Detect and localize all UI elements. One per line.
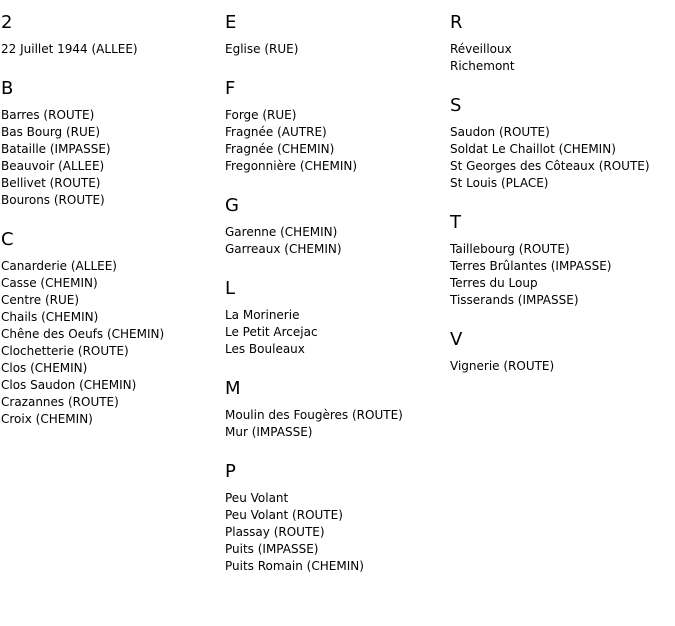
street-entry: St Louis (PLACE) <box>450 176 549 190</box>
letter-group <box>450 94 672 192</box>
letter-heading: 2 <box>1 12 13 33</box>
letter-heading: B <box>1 78 14 99</box>
street-entry: Centre (RUE) <box>1 293 80 307</box>
street-entry: Richemont <box>450 59 515 73</box>
street-entry: Puits Romain (CHEMIN) <box>225 559 364 573</box>
letter-heading: P <box>225 461 236 482</box>
letter-heading: M <box>225 378 241 399</box>
street-entry: Tisserands (IMPASSE) <box>450 293 579 307</box>
street-entry: Fragnée (CHEMIN) <box>225 142 335 156</box>
letter-heading: R <box>450 12 463 33</box>
letter-heading: T <box>450 212 461 233</box>
street-entry: Bas Bourg (RUE) <box>1 125 101 139</box>
letter-group <box>225 194 447 258</box>
index-column <box>450 11 672 394</box>
letter-group <box>225 77 447 175</box>
letter-heading: C <box>1 229 14 250</box>
letter-group <box>450 328 672 375</box>
street-entry: Forge (RUE) <box>225 108 297 122</box>
letter-group <box>225 460 447 575</box>
street-entry: Saudon (ROUTE) <box>450 125 550 139</box>
street-entry: Casse (CHEMIN) <box>1 276 98 290</box>
street-entry: Soldat Le Chaillot (CHEMIN) <box>450 142 616 156</box>
street-entry: Peu Volant <box>225 491 289 505</box>
letter-group <box>225 11 447 58</box>
letter-heading: L <box>225 278 236 299</box>
street-entry: Clos Saudon (CHEMIN) <box>1 378 137 392</box>
street-entry: Croix (CHEMIN) <box>1 412 93 426</box>
letter-heading: G <box>225 195 239 216</box>
street-entry: Crazannes (ROUTE) <box>1 395 119 409</box>
street-entry: St Georges des Côteaux (ROUTE) <box>450 159 650 173</box>
street-entry: Barres (ROUTE) <box>1 108 95 122</box>
street-entry: Mur (IMPASSE) <box>225 425 313 439</box>
street-entry: Chêne des Oeufs (CHEMIN) <box>1 327 165 341</box>
street-entry: Bourons (ROUTE) <box>1 193 105 207</box>
street-entry: Taillebourg (ROUTE) <box>450 242 570 256</box>
street-entry: Bataille (IMPASSE) <box>1 142 111 156</box>
street-entry: Réveilloux <box>450 42 512 56</box>
index-column <box>1 11 223 447</box>
letter-group <box>1 228 223 428</box>
street-entry: 22 Juillet 1944 (ALLEE) <box>1 42 138 56</box>
street-entry: Fragnée (AUTRE) <box>225 125 327 139</box>
letter-heading: E <box>225 12 237 33</box>
street-entry: Chails (CHEMIN) <box>1 310 99 324</box>
street-entry: Fregonnière (CHEMIN) <box>225 159 358 173</box>
street-entry: Le Petit Arcejac <box>225 325 318 339</box>
street-entry: Canarderie (ALLEE) <box>1 259 117 273</box>
street-entry: Vignerie (ROUTE) <box>450 359 555 373</box>
letter-heading: V <box>450 329 463 350</box>
letter-group <box>450 11 672 75</box>
street-entry: Eglise (RUE) <box>225 42 299 56</box>
street-entry: Les Bouleaux <box>225 342 305 356</box>
letter-group <box>225 377 447 441</box>
street-entry: Peu Volant (ROUTE) <box>225 508 343 522</box>
street-entry: La Morinerie <box>225 308 300 322</box>
index-column <box>225 11 447 594</box>
street-entry: Puits (IMPASSE) <box>225 542 319 556</box>
street-entry: Terres du Loup <box>450 276 538 290</box>
letter-group <box>225 277 447 358</box>
letter-heading: S <box>450 95 462 116</box>
street-entry: Moulin des Fougères (ROUTE) <box>225 408 403 422</box>
street-entry: Bellivet (ROUTE) <box>1 176 101 190</box>
street-entry: Terres Brûlantes (IMPASSE) <box>450 259 612 273</box>
letter-group <box>1 77 223 209</box>
street-entry: Garreaux (CHEMIN) <box>225 242 342 256</box>
street-entry: Beauvoir (ALLEE) <box>1 159 105 173</box>
street-entry: Garenne (CHEMIN) <box>225 225 338 239</box>
letter-group <box>1 11 223 58</box>
street-entry: Plassay (ROUTE) <box>225 525 325 539</box>
letter-heading: F <box>225 78 236 99</box>
street-entry: Clochetterie (ROUTE) <box>1 344 129 358</box>
letter-group <box>450 211 672 309</box>
street-entry: Clos (CHEMIN) <box>1 361 88 375</box>
